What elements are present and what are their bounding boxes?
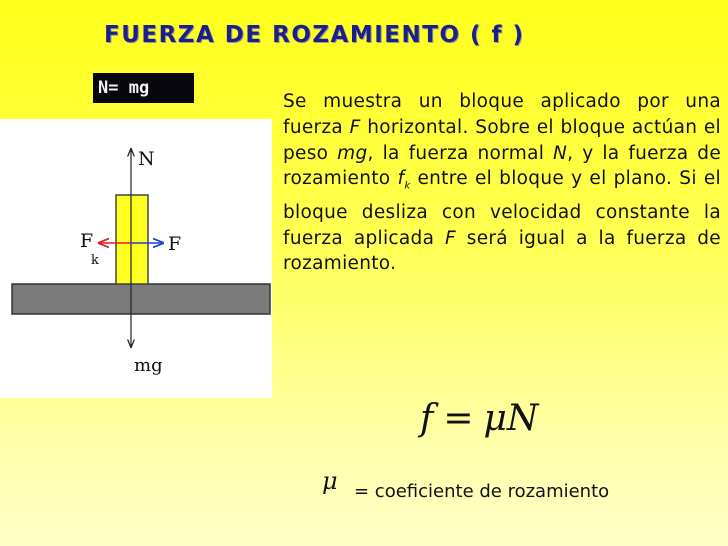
label-normal: N [138,148,155,170]
formula-rhs: μN [483,398,539,439]
formula-equals: = [443,398,474,439]
slide-title: FUERZA DE ROZAMIENTO ( f ) [104,22,525,48]
var-F2: F [445,227,456,249]
var-mg: mg [337,142,368,164]
force-diagram [0,119,272,398]
inclined-plane-surface [12,284,270,314]
force-diagram-svg [0,119,272,398]
label-friction-subscript: k [91,253,99,268]
formula-lhs: f [420,398,434,439]
mu-symbol: μ [322,467,338,495]
mu-definition: = coeficiente de rozamiento [354,481,610,502]
var-k: k [404,181,411,193]
var-N: N [553,142,568,164]
var-f: f [397,168,405,190]
formula-badge: N= mg [93,73,194,103]
description-paragraph: Se muestra un bloque aplicado por una fuerza F horizontal. Sobre el bloque actúan el peso mg, la fuerza normal N, y la fuerza de rozamiento $f_k$ entre el bloque y el plano. Si el bloque desliza con velocidad constante la fuerza aplicada F será igual a la fuerza de rozamiento. [283,91,721,275]
label-applied-force: F [168,233,182,255]
block [116,195,148,284]
label-friction-force: F [80,230,94,252]
friction-formula [420,398,538,439]
var-F: F [349,116,361,138]
label-weight: mg [134,355,163,376]
